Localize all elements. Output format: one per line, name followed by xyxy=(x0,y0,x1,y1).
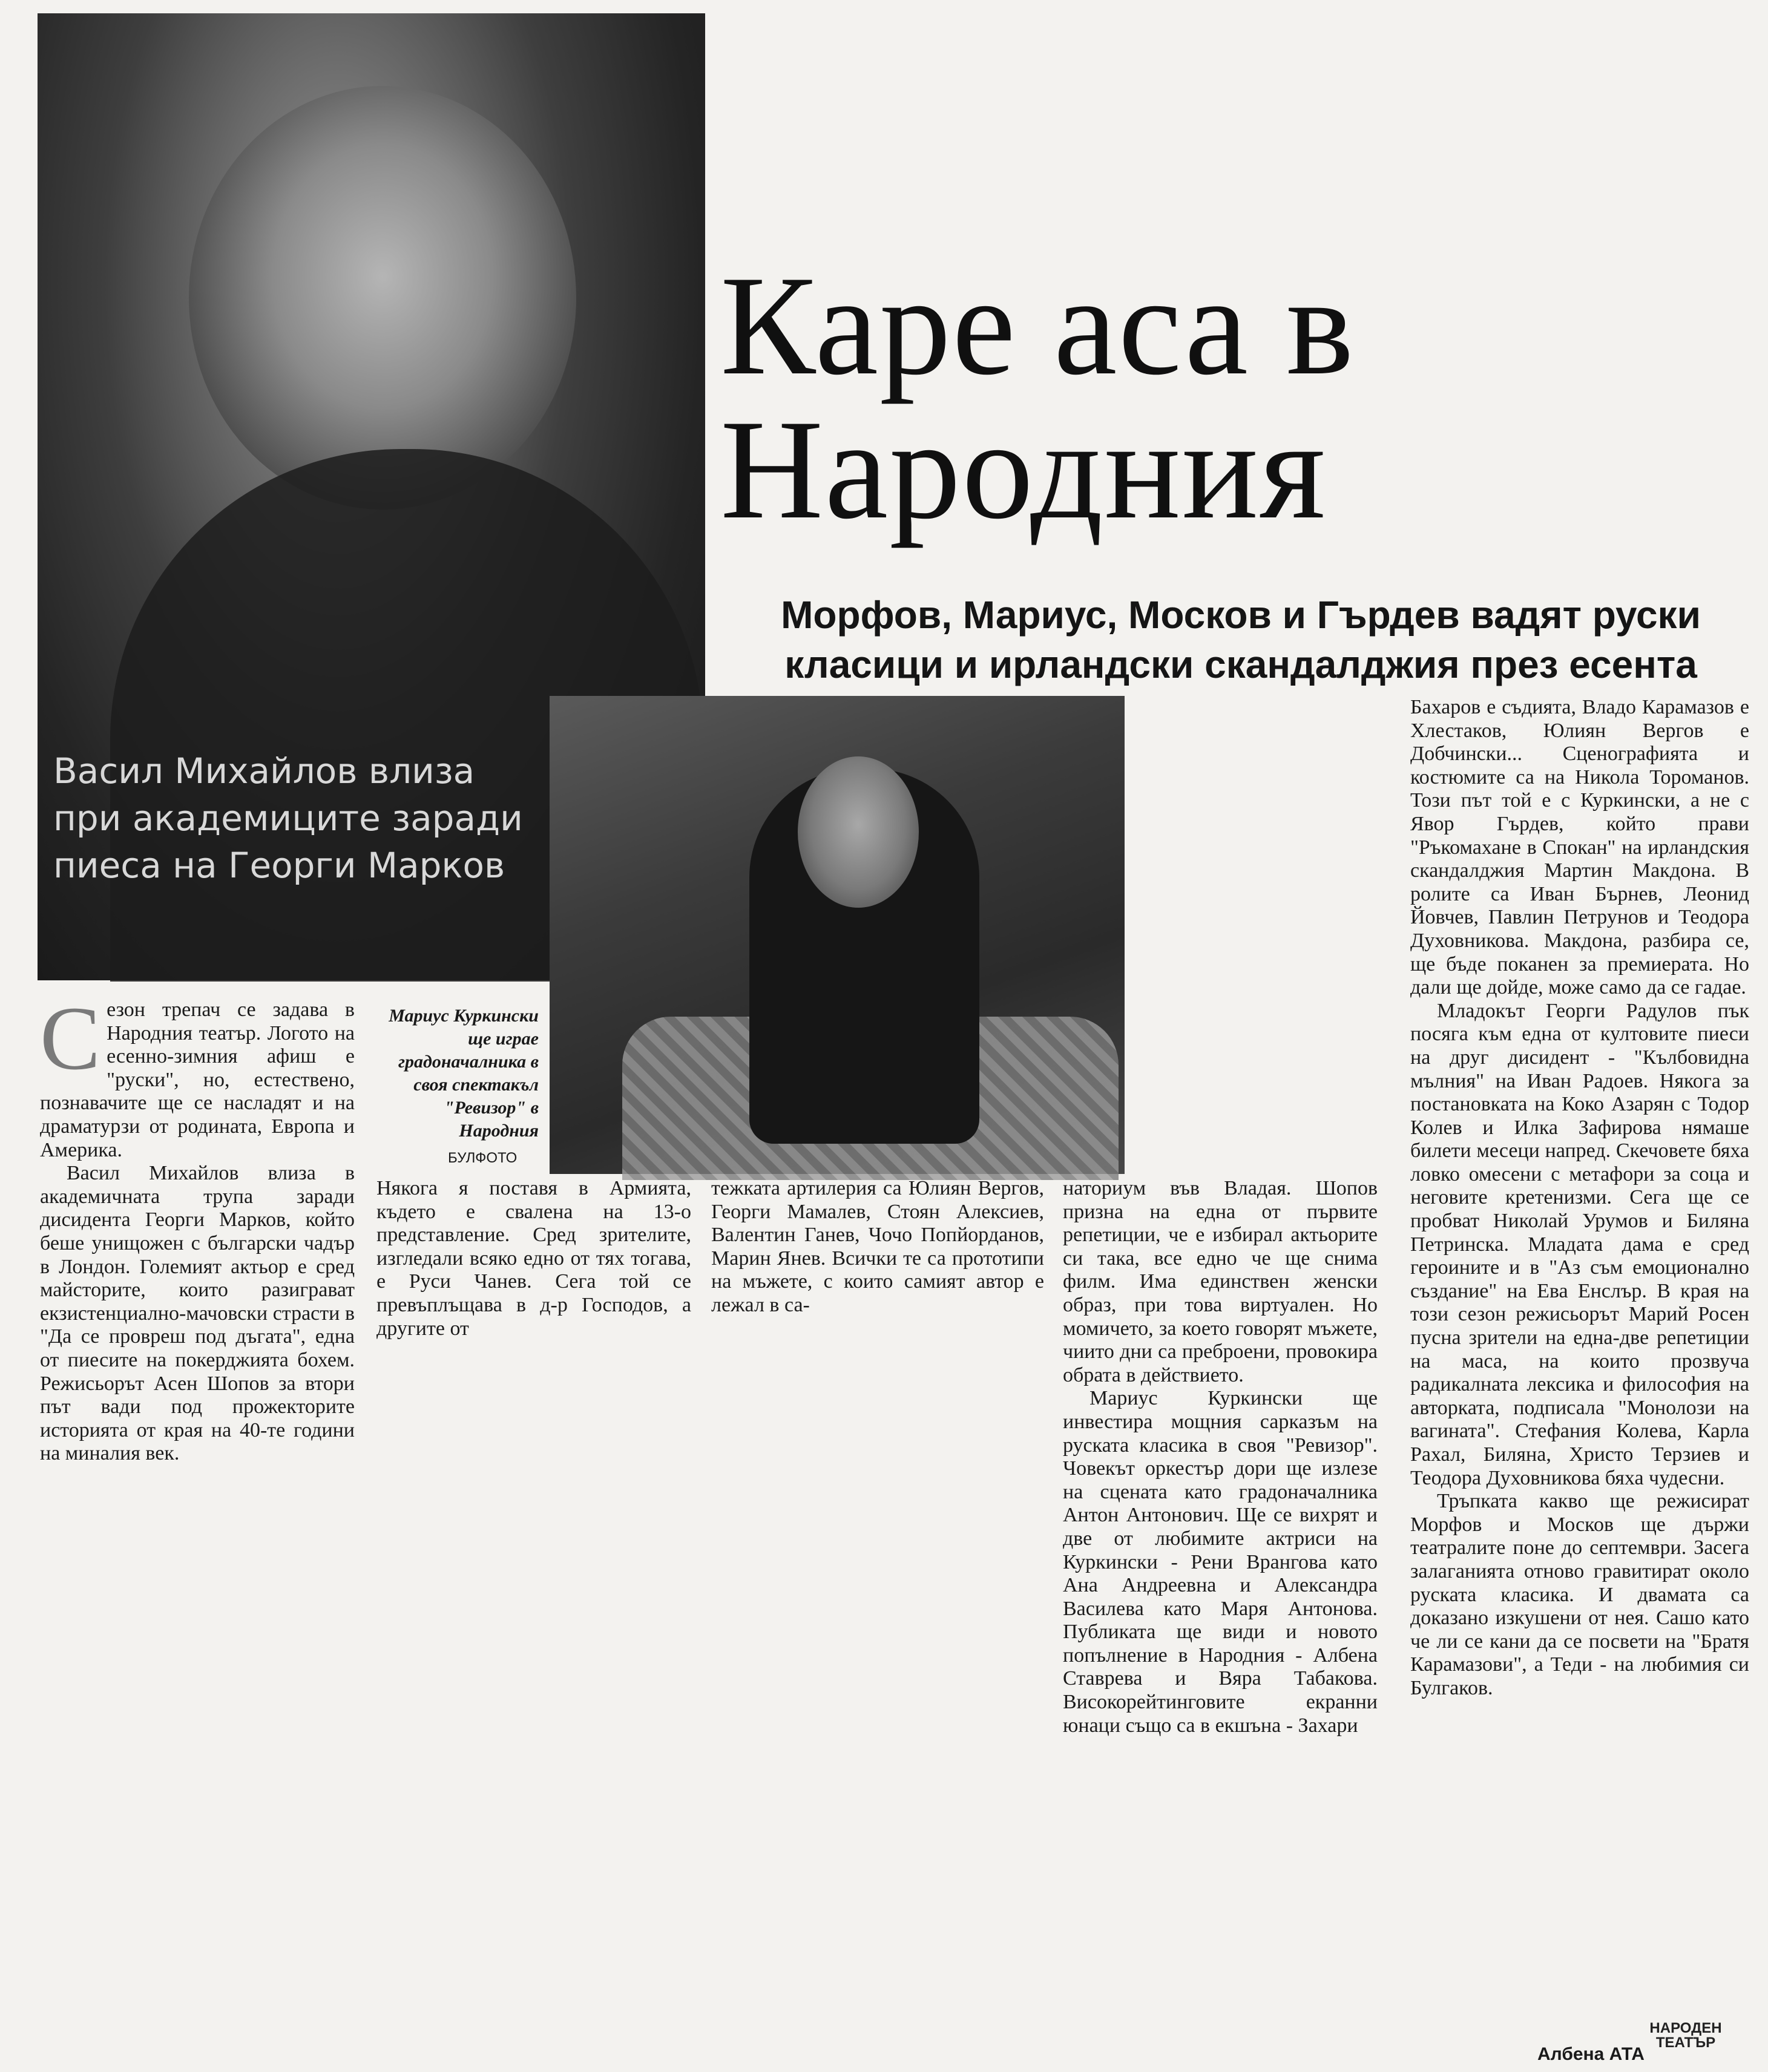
headline: Каре аса в Народния xyxy=(720,247,1355,549)
paragraph: Някога я поставя в Армията, където е свалена на 13-о представление. Сред зрителите, изгледали всяко едно от тях тогава, е Руси Чанев. Сега той се превъплъщава в д-р Господов, а другите от xyxy=(376,1177,691,1340)
article-column-4 xyxy=(1063,1177,1378,1737)
portrait-photo-icon xyxy=(189,86,576,510)
article-column-1 xyxy=(40,988,355,1466)
paragraph: тежката артилерия са Юлиян Вергов, Георги Мамалев, Стоян Алексиев, Валентин Ганев, Чочо Попйорданов, Марин Янев. Всички те са прототипи на мъжете, с които самият автор е лежал в са- xyxy=(711,1177,1044,1316)
stamp-line-1: НАРОДЕН xyxy=(1649,2020,1722,2036)
byline: Албена АТА xyxy=(1537,2044,1645,2064)
article-column-3 xyxy=(711,1177,1044,1317)
national-theatre-logo-icon xyxy=(1634,2021,1737,2061)
article-column-5 xyxy=(1410,696,1749,1700)
article-column-2 xyxy=(376,1177,691,1340)
paragraph: наториум във Владая. Шопов призна на една от първите репетиции, че е избирал актьорите си така, все едно че ще снима филм. Има единствен женски образ, при това виртуален. Но момичето, за което говорят мъжете, чиито дни са преброени, провокира обрата в действието. xyxy=(1063,1177,1378,1386)
paragraph: Младокът Георги Радулов пък посяга към една от култовите пиеси на друг дисидент - "Кълбовидна мълния" на Иван Радоев. Някога за постановката на Коко Азарян с Тодор Колев и Илка Зафирова нямаше билети месеци напред. Скечовете бяха ловко омесени с метафори за соца и неговите кретенизми. Сега ще се пробват Николай Урумов и Биляна Петринска. Младата дама е сред героините и в "Аз съм емоционално създание" на Ева Енслър. В края на този сезон режисьорът Марий Росен пусна зрители на една-две репетиции на маса, на които прозвуча радикалната лексика и философия на авторката, подписала "Монолози на вагината". Стефания Колева, Карла Рахал, Биляна, Христо Терзиев и Теодора Духовникова бяха чудесни. xyxy=(1410,999,1749,1489)
photo-caption-1: Васил Михайлов влиза при академиците заради пиеса на Георги Марков xyxy=(53,750,523,886)
paragraph: Бахаров е съдията, Владо Карамазов е Хлестаков, Юлиян Вергов е Добчински... Сценографията и костюмите са на Никола Тороманов. Този път той е с Куркински, а не с Явор Гърдев, който прави "Ръкомахане в Спокан" на ирландския скандалджия Мартин Макдона. В ролите са Иван Бърнев, Леонид Йовчев, Павлин Петрунов и Теодора Духовникова. Макдона, разбира се, ще бъде поканен за премиерата. Но дали ще дойде, може само да се гадае. xyxy=(1410,696,1749,999)
photo-caption-2: Мариус Куркински ще играе градоначалника в своя спектакъл "Ревизор" в Народния xyxy=(389,1006,539,1141)
head-shape xyxy=(798,756,919,908)
paragraph: Васил Михайлов влиза в академичната трупа заради дисидента Георги Марков, който беше унищожен с български чадър в Лондон. Големият актьор е сред майсторите, които разиграват екзистенциално-мачовски страсти в "Да се провреш под дъгата", една от пиесите на покерджията бохем. Режисьорът Асен Шопов за втори път вади под прожекторите историята от края на 40-те години на миналия век. xyxy=(40,1162,355,1465)
paragraph: Мариус Куркински ще инвестира мощния сарказъм на руската класика в своя "Ревизор". Човекът оркестър дори ще излезе на сцената като градоначалника Антон Антонович. Ще се вихрят и две от любимите актриси на Куркински - Рени Врангова като Ана Андреевна и Александра Василева като Маря Антонова. Публиката ще види и новото попълнение в Народния - Албена Ставрева и Вяра Табакова. Високорейтинговите екранни юнаци също са в екшъна - Захари xyxy=(1063,1387,1378,1737)
dropcap: С xyxy=(40,988,101,1089)
stamp-line-2: ТЕАТЪР xyxy=(1655,2034,1716,2051)
paragraph: Тръпката какво ще режисират Морфов и Москов ще държи театралите поне до септември. Засега залаганията отново гравитират около руската класика. И двамата са доказано изкушени от нея. Сашо като че ли се кани да се посвети на "Братя Карамазови", а Теди - на любимия си Булгаков. xyxy=(1410,1490,1749,1699)
photo-credit: БУЛФОТО xyxy=(448,1150,518,1166)
photo-marius-kurkinski xyxy=(550,696,1125,1174)
subhead: Морфов, Мариус, Москов и Гърдев вадят руски класици и ирландски скандалджия през есента xyxy=(781,593,1701,686)
paragraph: езон трепач се задава в Народния театър. Логото на есенно-зимния афиш е "руски", но, естествено, познавачите ще се насладят и на драматурзи от родината, Европа и Америка. xyxy=(40,998,355,1161)
